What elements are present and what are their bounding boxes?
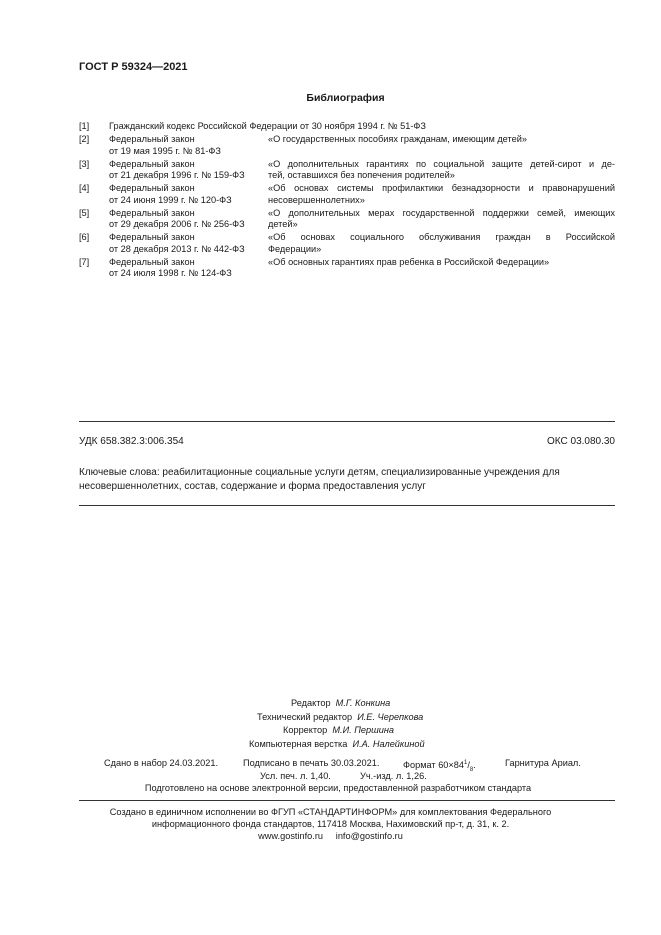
- credit-line: [291, 697, 390, 711]
- format-fraction-den: 8: [469, 766, 474, 773]
- title-line: «О дополнительных мерах государственной поддержки семей, имеющих: [268, 207, 615, 218]
- law-date: от 19 мая 1995 г. № 81-ФЗ: [109, 145, 221, 156]
- pub-font: Гарнитура Ариал.: [505, 758, 581, 768]
- email-link[interactable]: info@gostinfo.ru: [335, 831, 403, 841]
- law-date: от 24 июня 1999 г. № 120-ФЗ: [109, 194, 232, 205]
- entry-number: [6]: [79, 232, 90, 242]
- law-type: Федеральный закон: [109, 134, 195, 144]
- divider: [79, 505, 615, 506]
- title-line: Федерации»: [268, 243, 322, 254]
- bibliography-entry: [79, 159, 615, 182]
- footer-contacts: [0, 830, 661, 842]
- credit-line: [283, 724, 394, 738]
- bibliography-list: [79, 121, 615, 281]
- title-line: тей, оставшихся без попечения родителей»: [268, 170, 455, 180]
- divider: [79, 800, 615, 801]
- format-text: Формат 60×84: [403, 760, 464, 771]
- footer: [0, 806, 661, 842]
- entry-title: [268, 183, 615, 206]
- credit-role: Редактор: [291, 698, 331, 708]
- entry-number: [7]: [79, 256, 90, 267]
- udk-code: УДК 658.382.3:006.354: [79, 436, 184, 447]
- credit-line: [257, 711, 423, 725]
- credit-person: И.А. Налейкиной: [352, 738, 425, 749]
- document-id: ГОСТ Р 59324—2021: [79, 61, 188, 73]
- bibliography-entry: [79, 121, 615, 133]
- law-type: Федеральный закон: [109, 207, 195, 218]
- law-date: от 21 декабря 1996 г. № 159-ФЗ: [109, 170, 245, 180]
- pub-sent: Сдано в набор 24.03.2021.: [104, 758, 219, 768]
- entry-number: [5]: [79, 207, 90, 218]
- entry-law: [109, 257, 268, 280]
- credit-person: И.Е. Черепкова: [357, 711, 424, 722]
- title-line: «О дополнительных гарантиях по социальной защите детей-сирот и де-: [268, 158, 615, 169]
- entry-law: [109, 232, 268, 255]
- section-title: Библиография: [306, 92, 385, 104]
- law-date: от 28 декабря 2013 г. № 442-ФЗ: [109, 243, 245, 254]
- website-link[interactable]: www.gostinfo.ru: [258, 831, 324, 841]
- law-date: от 29 декабря 2006 г. № 256-ФЗ: [109, 219, 245, 229]
- pub-pub-sheets: Уч.-изд. л. 1,26.: [360, 770, 427, 781]
- entry-law: [109, 159, 268, 182]
- entry-law: [109, 134, 268, 157]
- entry-title: [268, 208, 615, 231]
- entry-title: «Об основных гарантиях прав ребенка в Российской Федерации»: [268, 256, 550, 267]
- credit-role: Корректор: [283, 725, 328, 735]
- bibliography-entry: [79, 232, 615, 255]
- format-fraction-num: 1: [464, 760, 468, 766]
- credit-role: Технический редактор: [257, 711, 353, 722]
- keywords: Ключевые слова: реабилитационные социальные услуги детям, специализированные учреждения для несовершеннолетних, состав, содержание и форма предоставления услуг: [79, 467, 560, 492]
- title-line: несовершеннолетних»: [268, 194, 365, 205]
- title-line: детей»: [268, 219, 298, 229]
- title-line: «Об основах социального обслуживания граждан в Российской: [268, 232, 615, 242]
- bibliography-entry: [79, 208, 615, 231]
- law-type: Федеральный закон: [109, 256, 195, 267]
- entry-law: Гражданский кодекс Российской Федерации от 30 ноября 1994 г. № 51-ФЗ: [109, 121, 426, 131]
- bibliography-entry: [79, 134, 615, 157]
- entry-title: «О государственных пособиях гражданам, имеющим детей»: [268, 134, 527, 144]
- footer-line: Создано в единичном исполнении во ФГУП «СТАНДАРТИНФОРМ» для комплектования Федерального: [109, 807, 552, 817]
- bibliography-entry: [79, 257, 615, 280]
- entry-law: [109, 183, 268, 206]
- credit-person: М.Г. Конкина: [335, 698, 391, 708]
- law-type: Федеральный закон: [109, 232, 195, 242]
- law-type: Федеральный закон: [109, 183, 195, 193]
- entry-title: [268, 159, 615, 182]
- credit-line: [249, 738, 425, 752]
- entry-number: [1]: [79, 121, 90, 131]
- credit-person: М.И. Першина: [332, 725, 395, 735]
- pub-signed: Подписано в печать 30.03.2021.: [243, 758, 380, 768]
- pub-prepared: Подготовлено на основе электронной версии, предоставленной разработчиком стандарта: [144, 783, 532, 793]
- credit-role: Компьютерная верстка: [249, 738, 348, 749]
- entry-law: [109, 208, 268, 231]
- bibliography-entry: [79, 183, 615, 206]
- oks-code: ОКС 03.080.30: [547, 436, 615, 447]
- title-line: «Об основах системы профилактики безнадзорности и правонарушений: [268, 183, 615, 193]
- entry-title: [268, 232, 615, 255]
- pub-format: Формат $60\times 84^1/_8$.: [403, 760, 476, 773]
- divider: [79, 421, 615, 422]
- law-type: Федеральный закон: [109, 158, 195, 169]
- law-date: от 24 июля 1998 г. № 124-ФЗ: [109, 268, 232, 278]
- pub-print-sheets: Усл. печ. л. 1,40.: [260, 770, 331, 781]
- footer-line: информационного фонда стандартов, 117418 Москва, Нахимовский пр-т, д. 31, к. 2.: [151, 819, 510, 829]
- entry-number: [2]: [79, 134, 90, 144]
- entry-number: [4]: [79, 183, 90, 193]
- entry-number: [3]: [79, 158, 90, 169]
